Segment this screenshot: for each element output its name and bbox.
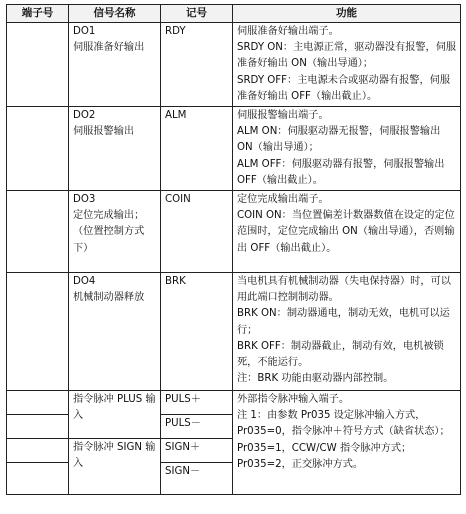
function-line: SRDY OFF：主电源未合或驱动器有报警，伺服准备好输出 OFF（输出截止）。: [237, 74, 451, 102]
header-signal-name: 信号名称: [69, 5, 161, 23]
terminal-cell: [7, 273, 69, 391]
signal-id: DO1: [73, 26, 96, 37]
header-symbol: 记号: [161, 5, 233, 23]
function-line: BRK ON：制动器通电，制动无效，电机可以运行；: [237, 308, 450, 336]
function-line: 当电机具有机械制动器（失电保持器）时，可以用此端口控制制动器。: [237, 276, 451, 304]
table-row-puls-plus: [7, 391, 461, 415]
signal-desc: 定位完成输出；（位置控制方式下）: [73, 210, 145, 254]
io-signal-table-page: [6, 4, 460, 508]
symbol-cell: RDY: [161, 23, 233, 107]
table-row-do3: [7, 191, 461, 273]
table-row-do1: [7, 23, 461, 107]
io-signal-table: [6, 4, 461, 495]
function-line: 伺服报警输出端子。: [237, 110, 329, 122]
terminal-cell: [7, 107, 69, 191]
signal-name-cell: [69, 273, 161, 391]
table-row-do4: [7, 273, 461, 391]
symbol-cell: BRK: [161, 273, 233, 391]
table-header-row: [7, 5, 461, 23]
function-line: COIN ON：当位置偏差计数器数值在设定的定位范围时，定位完成输出 ON（输出导通），否则输出 OFF（输出截止）。: [237, 210, 455, 254]
signal-desc: 伺服报警输出: [73, 126, 135, 138]
terminal-cell: [7, 191, 69, 273]
function-line: SRDY ON：主电源正常，驱动器没有报警，伺服准备好输出 ON（输出导通）；: [237, 42, 457, 70]
function-line: 外部指令脉冲输入端子。: [237, 394, 350, 406]
function-cell: [233, 23, 461, 107]
symbol-cell: PULS－: [161, 415, 233, 439]
terminal-cell: [7, 391, 69, 415]
symbol-cell: SIGN＋: [161, 439, 233, 463]
terminal-cell: [7, 463, 69, 495]
function-line: 注 1：由参数 Pr035 设定脉冲输入方式，: [237, 410, 426, 422]
symbol-cell: ALM: [161, 107, 233, 191]
signal-name-cell: 指令脉冲 SIGN 输入: [69, 439, 161, 495]
terminal-cell: [7, 439, 69, 463]
header-function: 功能: [233, 5, 461, 23]
function-cell: [233, 273, 461, 391]
signal-name-cell: [69, 107, 161, 191]
function-line: 定位完成输出端子。: [237, 194, 329, 206]
function-cell: [233, 107, 461, 191]
function-line: BRK OFF：制动器截止，制动有效，电机被锁死，不能运行。: [237, 340, 444, 369]
symbol-cell: COIN: [161, 191, 233, 273]
function-line: Pr035=1，CCW/CW 指令脉冲方式；: [237, 442, 412, 454]
function-cell: [233, 191, 461, 273]
signal-desc: 机械制动器释放: [73, 292, 145, 304]
function-line: 注：BRK 功能由驱动器内部控制。: [237, 373, 394, 385]
signal-name-cell: [69, 23, 161, 107]
symbol-cell: PULS＋: [161, 391, 233, 415]
signal-desc: 伺服准备好输出: [73, 42, 145, 54]
symbol-cell: SIGN－: [161, 463, 233, 495]
terminal-cell: [7, 415, 69, 439]
signal-name-cell: [69, 191, 161, 273]
signal-name-cell: 指令脉冲 PLUS 输入: [69, 391, 161, 439]
terminal-cell: [7, 23, 69, 107]
function-line: Pr035=0，指令脉冲＋符号方式（缺省状态）；: [237, 426, 450, 438]
signal-id: DO2: [73, 110, 96, 122]
table-row-do2: [7, 107, 461, 191]
signal-id: DO3: [73, 194, 96, 206]
function-cell: [233, 391, 461, 495]
signal-id: DO4: [73, 276, 96, 288]
function-line: ALM ON：伺服驱动器无报警，伺服报警输出 ON（输出导通）；: [237, 126, 441, 154]
function-line: ALM OFF：伺服驱动器有报警，伺服报警输出 OFF（输出截止）。: [237, 158, 445, 186]
header-terminal: 端子号: [7, 5, 69, 23]
function-line: Pr035=2，正交脉冲方式。: [237, 458, 364, 470]
function-line: 伺服准备好输出端子。: [237, 26, 339, 37]
